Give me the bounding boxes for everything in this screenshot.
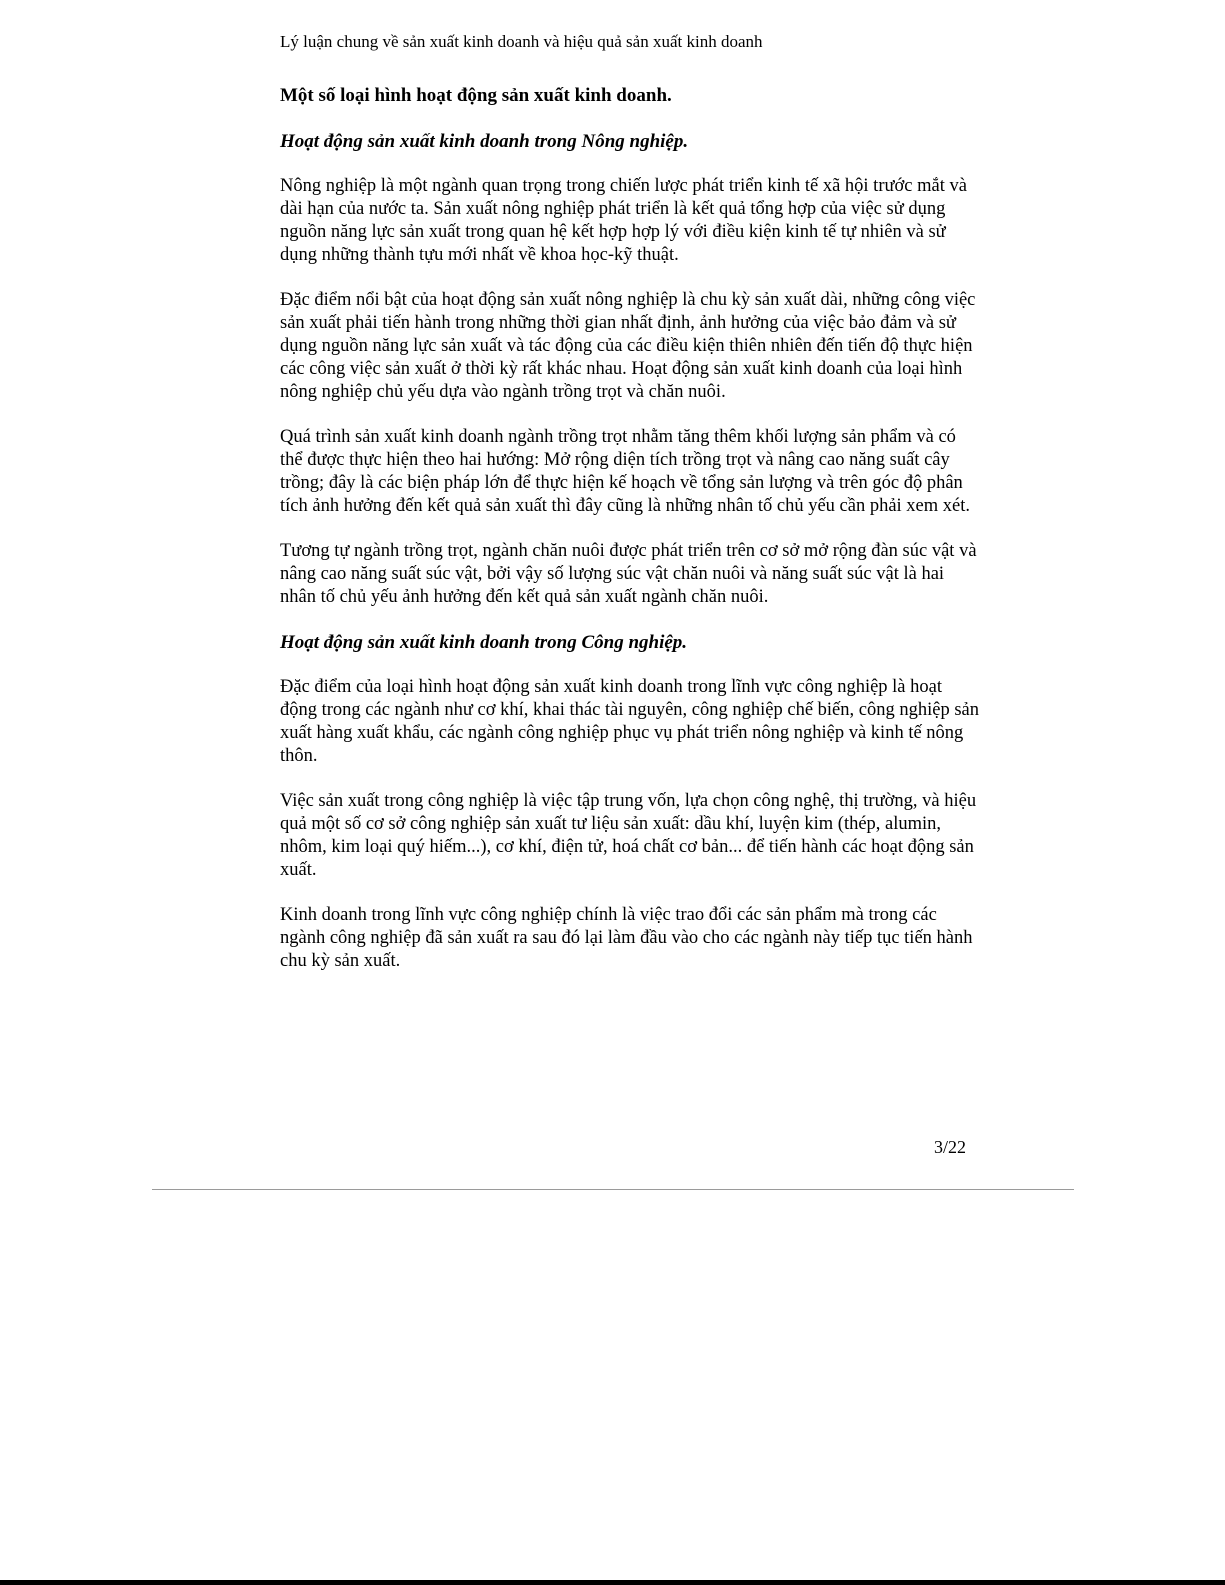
page-divider: [152, 1189, 1074, 1190]
agriculture-paragraph-3: Quá trình sản xuất kinh doanh ngành trồng trọt nhằm tăng thêm khối lượng sản phẩm và có thể được thực hiện theo hai hướng: Mở rộng diện tích trồng trọt và nâng cao năng suất cây trồng; đây là các biện pháp lớn để thực hiện kế hoạch về tổng sản lượng và trên góc độ phân tích ảnh hưởng đến kết quả sản xuất thì đây cũng là những nhân tố chủ yếu cần phải xem xét.: [280, 427, 971, 516]
industry-paragraph-3: Kinh doanh trong lĩnh vực công nghiệp chính là việc trao đổi các sản phẩm mà trong các ngành công nghiệp đã sản xuất ra sau đó lại làm đầu vào cho các ngành này tiếp tục tiến hành chu kỳ sản xuất.: [280, 905, 973, 971]
agriculture-paragraph-4: Tương tự ngành trồng trọt, ngành chăn nuôi được phát triển trên cơ sở mở rộng đàn súc vật và nâng cao năng suất súc vật, bởi vậy số lượng súc vật chăn nuôi và năng suất súc vật là hai nhân tố chủ yếu ảnh hưởng đến kết quả sản xuất ngành chăn nuôi.: [280, 541, 977, 607]
agriculture-heading: Hoạt động sản xuất kinh doanh trong Nông nghiệp.: [280, 131, 689, 152]
bottom-edge-bar: [0, 1580, 1225, 1585]
agriculture-paragraph-1: Nông nghiệp là một ngành quan trọng trong chiến lược phát triển kinh tế xã hội trước mắt và dài hạn của nước ta. Sản xuất nông nghiệp phát triển là kết quả tổng hợp của việc sử dụng nguồn năng lực sản xuất trong quan hệ kết hợp hợp lý với điều kiện kinh tế tự nhiên và sử dụng những thành tựu mới nhất về khoa học-kỹ thuật.: [280, 176, 967, 265]
section-title: Một số loại hình hoạt động sản xuất kinh doanh.: [280, 85, 672, 106]
industry-paragraph-2: Việc sản xuất trong công nghiệp là việc tập trung vốn, lựa chọn công nghệ, thị trường, và hiệu quả một số cơ sở công nghiệp sản xuất tư liệu sản xuất: dầu khí, luyện kim (thép, alumin, nhôm, kim loại quý hiếm...), cơ khí, điện tử, hoá chất cơ bản... để tiến hành các hoạt động sản xuất.: [280, 791, 977, 880]
page-content: [280, 84, 980, 995]
running-header: Lý luận chung về sản xuất kinh doanh và hiệu quả sản xuất kinh doanh: [280, 32, 763, 51]
agriculture-paragraph-2: Đặc điểm nổi bật của hoạt động sản xuất nông nghiệp là chu kỳ sản xuất dài, những công việc sản xuất phải tiến hành trong những thời gian nhất định, ảnh hưởng của việc bảo đảm và sử dụng nguồn năng lực sản xuất và tác động của các điều kiện thiên nhiên đến tiến độ thực hiện các công việc sản xuất ở thời kỳ rất khác nhau. Hoạt động sản xuất kinh doanh của loại hình nông nghiệp chủ yếu dựa vào ngành trồng trọt và chăn nuôi.: [280, 290, 976, 402]
industry-paragraph-1: Đặc điểm của loại hình hoạt động sản xuất kinh doanh trong lĩnh vực công nghiệp là hoạt động trong các ngành như cơ khí, khai thác tài nguyên, công nghiệp chế biến, công nghiệp sản xuất hàng xuất khẩu, các ngành công nghiệp phục vụ phát triển nông nghiệp và kinh tế nông thôn.: [280, 677, 979, 766]
industry-heading: Hoạt động sản xuất kinh doanh trong Công nghiệp.: [280, 632, 688, 653]
page-number: 3/22: [934, 1137, 967, 1157]
